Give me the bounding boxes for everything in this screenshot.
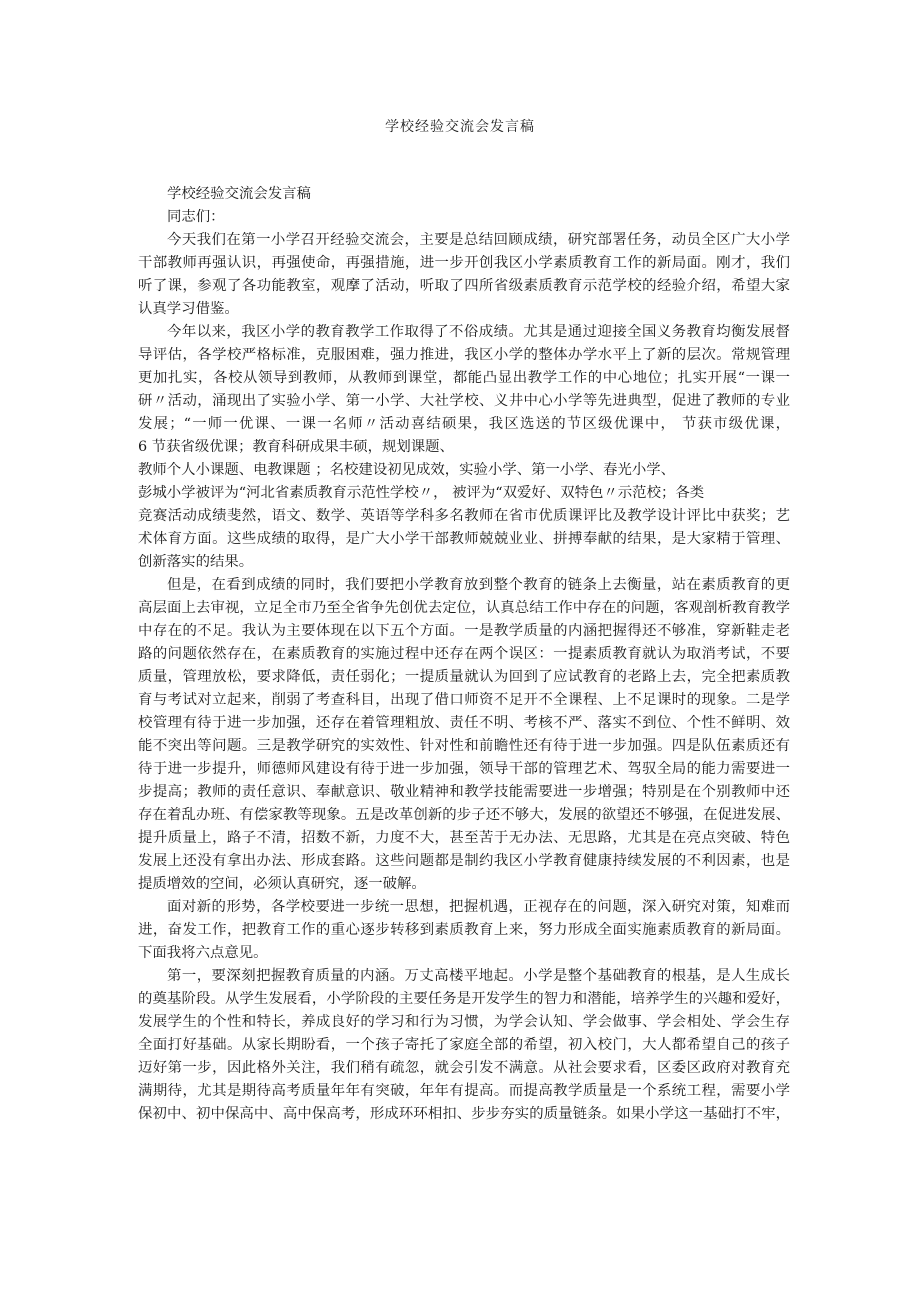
text-line: 下面我将六点意见。 bbox=[138, 945, 268, 961]
text-line: 同志们： bbox=[167, 209, 225, 225]
text-line: 提质增效的空间，必须认真研究，逐一破解。 bbox=[138, 876, 426, 892]
text-line: 迈好第一步，因此格外关注，我们稍有疏忽，就会引发不满意。从社会要求看，区委区政府对教育充 bbox=[138, 1060, 790, 1076]
text-line: 研〃活动，涌现出了实验小学、第一小学、大社学校、义井中心小学等先进典型，促进了教师的专业 bbox=[138, 393, 790, 409]
text-line: 6 节获省级优课；教育科研成果丰硕，规划课题、 bbox=[138, 439, 454, 455]
text-line: 高层面上去审视，立足全市乃至全省争先创优去定位，认真总结工作中存在的问题，客观剖析教育教学 bbox=[138, 600, 790, 616]
text-line: 路的问题依然存在，在素质教育的实施过程中还存在两个误区：一提素质教育就认为取消考试，不要 bbox=[138, 646, 790, 662]
text-line: 学校经验交流会发言稿 bbox=[167, 186, 311, 202]
text-line: 进，奋发工作，把教育工作的重心逐步转移到素质教育上来，努力形成全面实施素质教育的新局面。 bbox=[138, 922, 790, 938]
text-line: 保初中、初中保高中、高中保高考，形成环环相扣、步步夯实的质量链条。如果小学这一基础打不牢， bbox=[138, 1106, 790, 1122]
text-line: 中存在的不足。我认为主要体现在以下五个方面。一是教学质量的内涵把握得还不够准，穿新鞋走老 bbox=[138, 623, 790, 639]
text-line: 干部教师再强认识，再强使命，再强措施，进一步开创我区小学素质教育工作的新局面。刚才，我们 bbox=[138, 255, 790, 271]
text-line: 的奠基阶段。从学生发展看，小学阶段的主要任务是开发学生的智力和潜能，培养学生的兴趣和爱好， bbox=[138, 991, 790, 1007]
text-line: 听了课，参观了各功能教室，观摩了活动，听取了四所省级素质教育示范学校的经验介绍，希望大家 bbox=[138, 278, 790, 294]
text-line: 待于进一步提升，师德师风建设有待于进一步加强，领导干部的管理艺术、驾驭全局的能力需要进一 bbox=[138, 761, 790, 777]
text-line: 发展学生的个性和特长，养成良好的学习和行为习惯，为学会认知、学会做事、学会相处、学会生存 bbox=[138, 1014, 790, 1030]
text-line: 更加扎实，各校从领导到教师，从教师到课堂，都能凸显出教学工作的中心地位；扎实开展“一课一 bbox=[138, 370, 790, 386]
text-line: 面对新的形势，各学校要进一步统一思想，把握机遇，正视存在的问题，深入研究对策，知难而 bbox=[167, 899, 790, 915]
text-line: 今天我们在第一小学召开经验交流会，主要是总结回顾成绩，研究部署任务，动员全区广大小学 bbox=[167, 232, 790, 248]
text-line: 今年以来，我区小学的教育教学工作取得了不俗成绩。尤其是通过迎接全国义务教育均衡发展督 bbox=[167, 324, 790, 340]
text-line: 发展上还没有拿出办法、形成套路。这些问题都是制约我区小学教育健康持续发展的不利因素，也是 bbox=[138, 853, 790, 869]
text-line: 但是，在看到成绩的同时，我们要把小学教育放到整个教育的链条上去衡量，站在素质教育的更 bbox=[167, 577, 790, 593]
text-line: 校管理有待于进一步加强，还存在着管理粗放、责任不明、考核不严、落实不到位、个性不鲜明、效 bbox=[138, 715, 790, 731]
text-line: 竞赛活动成绩斐然，语文、数学、英语等学科多名教师在省市优质课评比及教学设计评比中获奖；艺 bbox=[138, 508, 790, 524]
document-title: 学校经验交流会发言稿 bbox=[385, 119, 535, 135]
text-line: 彭城小学被评为“河北省素质教育示范性学校〃， 被评为“双爱好、双特色〃示范校；各类 bbox=[138, 485, 705, 501]
text-line: 认真学习借鉴。 bbox=[138, 301, 239, 317]
text-line: 提升质量上，路子不清，招数不新，力度不大，甚至苦于无办法、无思路，尤其是在亮点突破、特色 bbox=[138, 830, 790, 846]
text-line: 术体育方面。这些成绩的取得，是广大小学干部教师兢兢业业、拼搏奉献的结果，是大家精于管理、 bbox=[138, 531, 790, 547]
text-line: 发展；“一师一优课、一课一名师〃活动喜结硕果，我区选送的节区级优课中， 节获市级优课， bbox=[138, 416, 790, 432]
text-line: 创新落实的结果。 bbox=[138, 554, 254, 570]
text-line: 满期待，尤其是期待高考质量年年有突破，年年有提高。而提高教学质量是一个系统工程，需要小学 bbox=[138, 1083, 790, 1099]
text-line: 步提高；教师的责任意识、奉献意识、敬业精神和教学技能需要进一步增强；特别是在个别教师中还 bbox=[138, 784, 790, 800]
text-line: 导评估，各学校严格标准，克服困难，强力推进，我区小学的整体办学水平上了新的层次。常规管理 bbox=[138, 347, 790, 363]
text-line: 第一，要深刻把握教育质量的内涵。万丈高楼平地起。小学是整个基础教育的根基，是人生成长 bbox=[167, 968, 790, 984]
text-line: 质量，管理放松，要求降低，责任弱化；一提质量就认为回到了应试教育的老路上去，完全把素质教 bbox=[138, 669, 790, 685]
text-line: 育与考试对立起来，削弱了考查科目，出现了借口师资不足开不全课程、上不足课时的现象。二是学 bbox=[138, 692, 790, 708]
text-line: 存在着乱办班、有偿家教等现象。五是改革创新的步子还不够大，发展的欲望还不够强，在促进发展、 bbox=[138, 807, 790, 823]
text-line: 教师个人小课题、电教课题 ；名校建设初见成效，实验小学、第一小学、春光小学、 bbox=[138, 462, 676, 478]
document-body bbox=[138, 183, 790, 1126]
text-line: 全面打好基础。从家长期盼看，一个孩子寄托了家庭全部的希望，初入校门，大人都希望自己的孩子 bbox=[138, 1037, 790, 1053]
text-line: 能不突出等问题。三是教学研究的实效性、针对性和前瞻性还有待于进一步加强。四是队伍素质还有 bbox=[138, 738, 790, 754]
